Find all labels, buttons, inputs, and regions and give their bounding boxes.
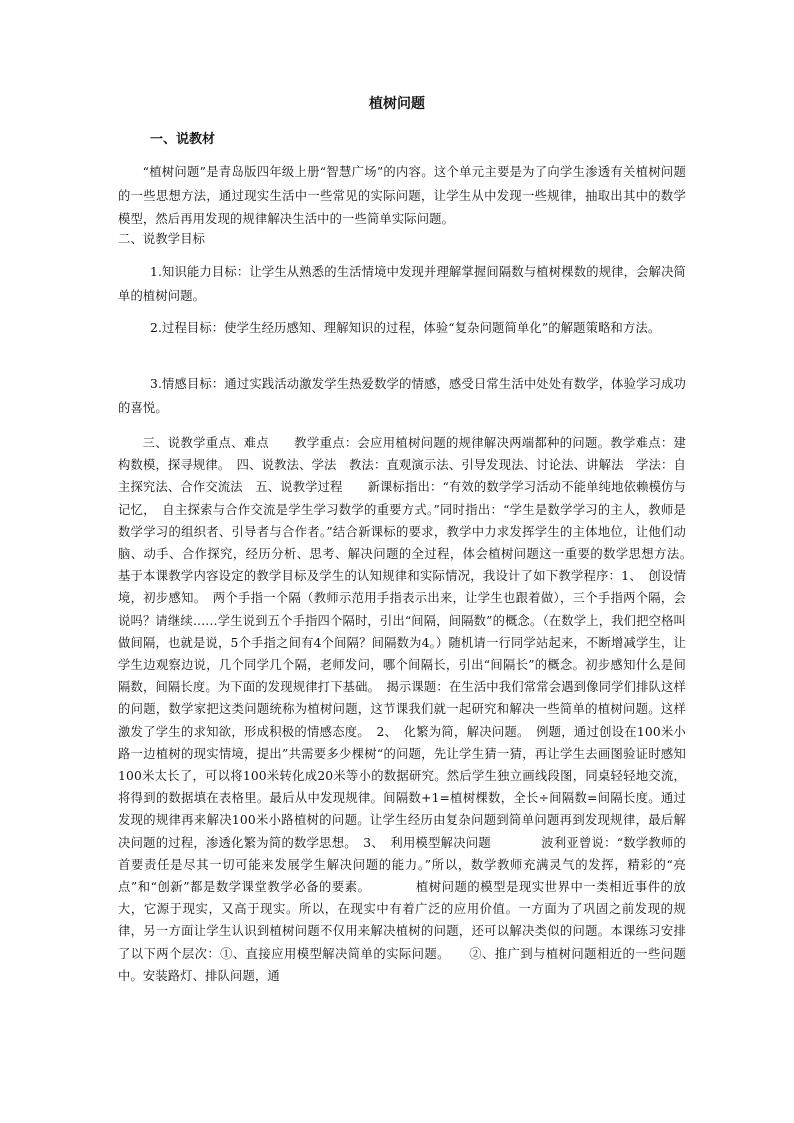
goal-emotion-paragraph: 3.情感目标：通过实践活动激发学生热爱数学的情感，感受日常生活中处处有数学，体验学习成功的喜悦。 (118, 377, 686, 415)
goal-process-block (118, 317, 686, 341)
document-title: 植树问题 (369, 96, 425, 112)
main-body-paragraph: 三、说教学重点、难点 教学重点：会应用植树问题的规律解决两端都种的问题。教学难点：建构数模，探寻规律。 四、说教法、学法 教法：直观演示法、引导发现法、讨论法、讲解法 学法：自主探究法、合作交流法 五、说教学过程 新课标指出：“有效的数学学习活动不能单纯地依赖模仿与记忆， 自主探索与合作交流是学生学习数学的重要方式。”同时指出：“学生是数学学习的主人，教师是数学学习的组织者、引导者与合作者。”结合新课标的要求，教学中力求发挥学生的主体地位，让他们动脑、动手、合作探究，经历分析、思考、解决问题的全过程，体会植树问题这一重要的数学思想方法。 基于本课教学内容设定的教学目标及学生的认知规律和实际情况，我设计了如下教学程序：1、 创设情境，初步感知。 两个手指一个隔（教师示范用手指表示出来，让学生也跟着做），三个手指两个隔，会说吗？请继续……学生说到五个手指四个隔时，引出“间隔，间隔数”的概念。（在数学上，我们把空格叫做间隔，也就是说，5个手指之间有4个间隔？间隔数为4。）随机请一行同学站起来，不断增减学生，让学生边观察边说，几个同学几个隔，老师发问，哪个间隔长，引出“间隔长”的概念。初步感知什么是间隔数，间隔长度。为下面的发现规律打下基础。 揭示课题：在生活中我们常常会遇到像同学们排队这样的问题，数学家把这类问题统称为植树问题，这节课我们就一起研究和解决一些简单的植树问题。这样激发了学生的求知欲，形成积极的情感态度。 2、 化繁为简，解决问题。 例题，通过创设在100米小路一边植树的现实情境，提出”共需要多少棵树“的问题，先让学生猜一猜，再让学生去画图验证时感知100米太长了，可以将100米转化成20米等小的数据研究。然后学生独立画线段图，同桌轻轻地交流，将得到的数据填在表格里。最后从中发现规律。间隔数+1=植树棵数，全长÷间隔数=间隔长度。通过发现的规律再来解决100米小路植树的问题。让学生经历由复杂问题到简单问题再到发现规律，最后解决问题的过程，渗透化繁为简的数学思想。 3、 利用模型解决问题 波利亚曾说：“数学教师的首要责任是尽其一切可能来发展学生解决问题的能力。”所以，数学教师充满灵气的发挥，精彩的“亮点”和“创新”都是数学课堂教学必备的要素。 植树问题的模型是现实世界中一类相近事件的放大，它源于现实，又高于现实。所以，在现实中有着广泛的应用价值。一方面为了巩固之前发现的规律，另一方面让学生认识到植树问题不仅用来解决植树的问题，还可以解决类似的问题。本课练习安排了以下两个层次：①、直接应用模型解决简单的实际问题。 ②、推广到与植树问题相近的一些问题中。安装路灯、排队问题，通 (118, 436, 699, 983)
section-heading-goals: 二、说教学目标 (118, 232, 206, 246)
intro-paragraph: “植树问题”是青岛版四年级上册“智慧广场”的内容。这个单元主要是为了向学生渗透有关植树问题的一些思想方法，通过现实生活中一些常见的实际问题，让学生从中发现一些规律，抽取出其中的数学模型，然后再用发现的规律解决生活中的一些简单实际问题。 (118, 165, 686, 226)
goal-emotion-block (118, 373, 686, 420)
goal-process-paragraph: 2.过程目标：使学生经历感知、理解知识的过程，体验“复杂问题简单化”的解题策略和方法。 (149, 321, 661, 335)
main-body-block (118, 432, 699, 987)
section-heading-textbook: 一、说教材 (150, 132, 216, 147)
goal-knowledge-block (118, 261, 686, 308)
goal-knowledge-paragraph: 1.知识能力目标：让学生从熟悉的生活情境中发现并理解掌握间隔数与植树棵数的规律，会解决简单的植树问题。 (118, 265, 686, 303)
intro-paragraph-block (118, 161, 686, 232)
section-heading-goals-block (118, 228, 686, 252)
